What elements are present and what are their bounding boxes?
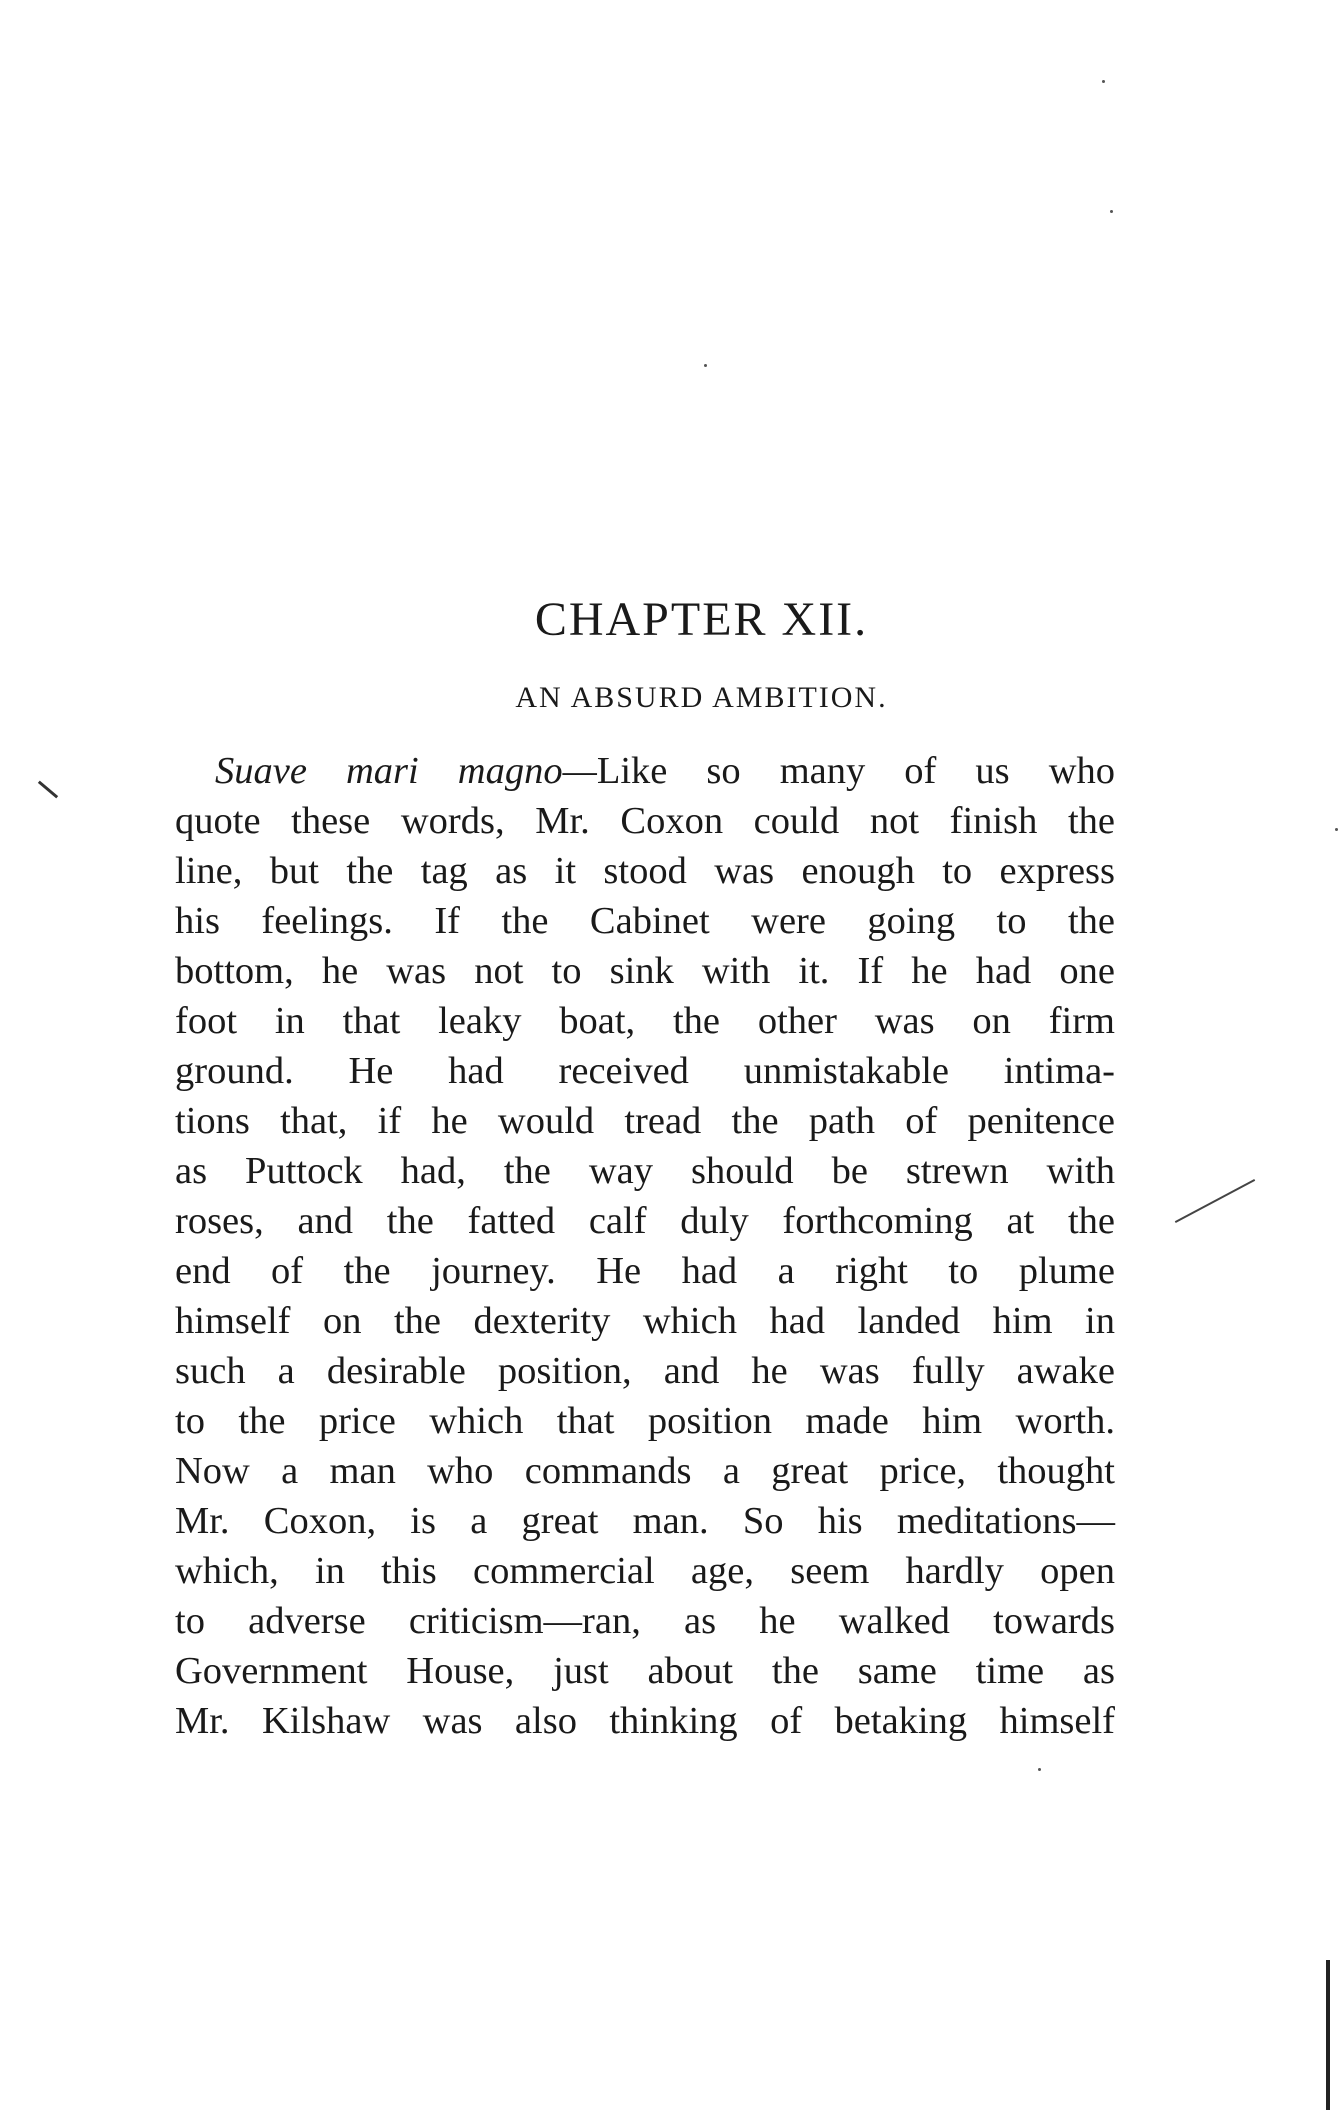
text-line-5: bottom, he was not to sink with it. If he had one <box>175 950 1115 992</box>
text-line-18: to adverse criticism—ran, as he walked towards <box>175 1600 1115 1642</box>
scan-dot <box>1102 80 1105 83</box>
text-line-14: to the price which that position made him worth. <box>175 1400 1115 1442</box>
scan-dot <box>1335 828 1338 831</box>
latin-quote: Suave mari magno— <box>215 750 597 792</box>
scan-dot <box>704 364 707 367</box>
text-line-4: his feelings. If the Cabinet were going to the <box>175 900 1115 942</box>
chapter-subtitle: AN ABSURD AMBITION. <box>515 681 888 714</box>
scan-mark-tick <box>38 781 58 799</box>
text-line-9: as Puttock had, the way should be strewn with <box>175 1150 1115 1192</box>
scan-dot <box>1110 210 1113 213</box>
chapter-body <box>175 746 1115 1746</box>
text-line-16: Mr. Coxon, is a great man. So his meditations— <box>175 1500 1115 1542</box>
chapter-title: CHAPTER XII. <box>534 593 869 646</box>
text-line-3: line, but the tag as it stood was enough to express <box>175 850 1115 892</box>
scan-mark-edge-bar <box>1326 1960 1330 2110</box>
text-line-13: such a desirable position, and he was fully awake <box>175 1350 1115 1392</box>
text-line-20: Mr. Kilshaw was also thinking of betaking himself <box>175 1700 1115 1742</box>
text-line-2: quote these words, Mr. Coxon could not finish the <box>175 800 1115 842</box>
text-line-12: himself on the dexterity which had landed him in <box>175 1300 1115 1342</box>
text-line-7: ground. He had received unmistakable intima- <box>175 1050 1115 1092</box>
scan-mark-stroke <box>1175 1179 1255 1223</box>
text-line-19: Government House, just about the same time as <box>175 1650 1115 1692</box>
text-line-15: Now a man who commands a great price, thought <box>175 1450 1115 1492</box>
text-line-8: tions that, if he would tread the path of penitence <box>175 1100 1115 1142</box>
text-line-1: Suave mari magno—Like so many of us who <box>215 750 1115 792</box>
text-line-6: foot in that leaky boat, the other was on firm <box>175 1000 1115 1042</box>
text-line-11: end of the journey. He had a right to plume <box>175 1250 1115 1292</box>
text-line-17: which, in this commercial age, seem hardly open <box>175 1550 1115 1592</box>
text-line-10: roses, and the fatted calf duly forthcoming at the <box>175 1200 1115 1242</box>
scan-dot <box>1038 1768 1041 1771</box>
